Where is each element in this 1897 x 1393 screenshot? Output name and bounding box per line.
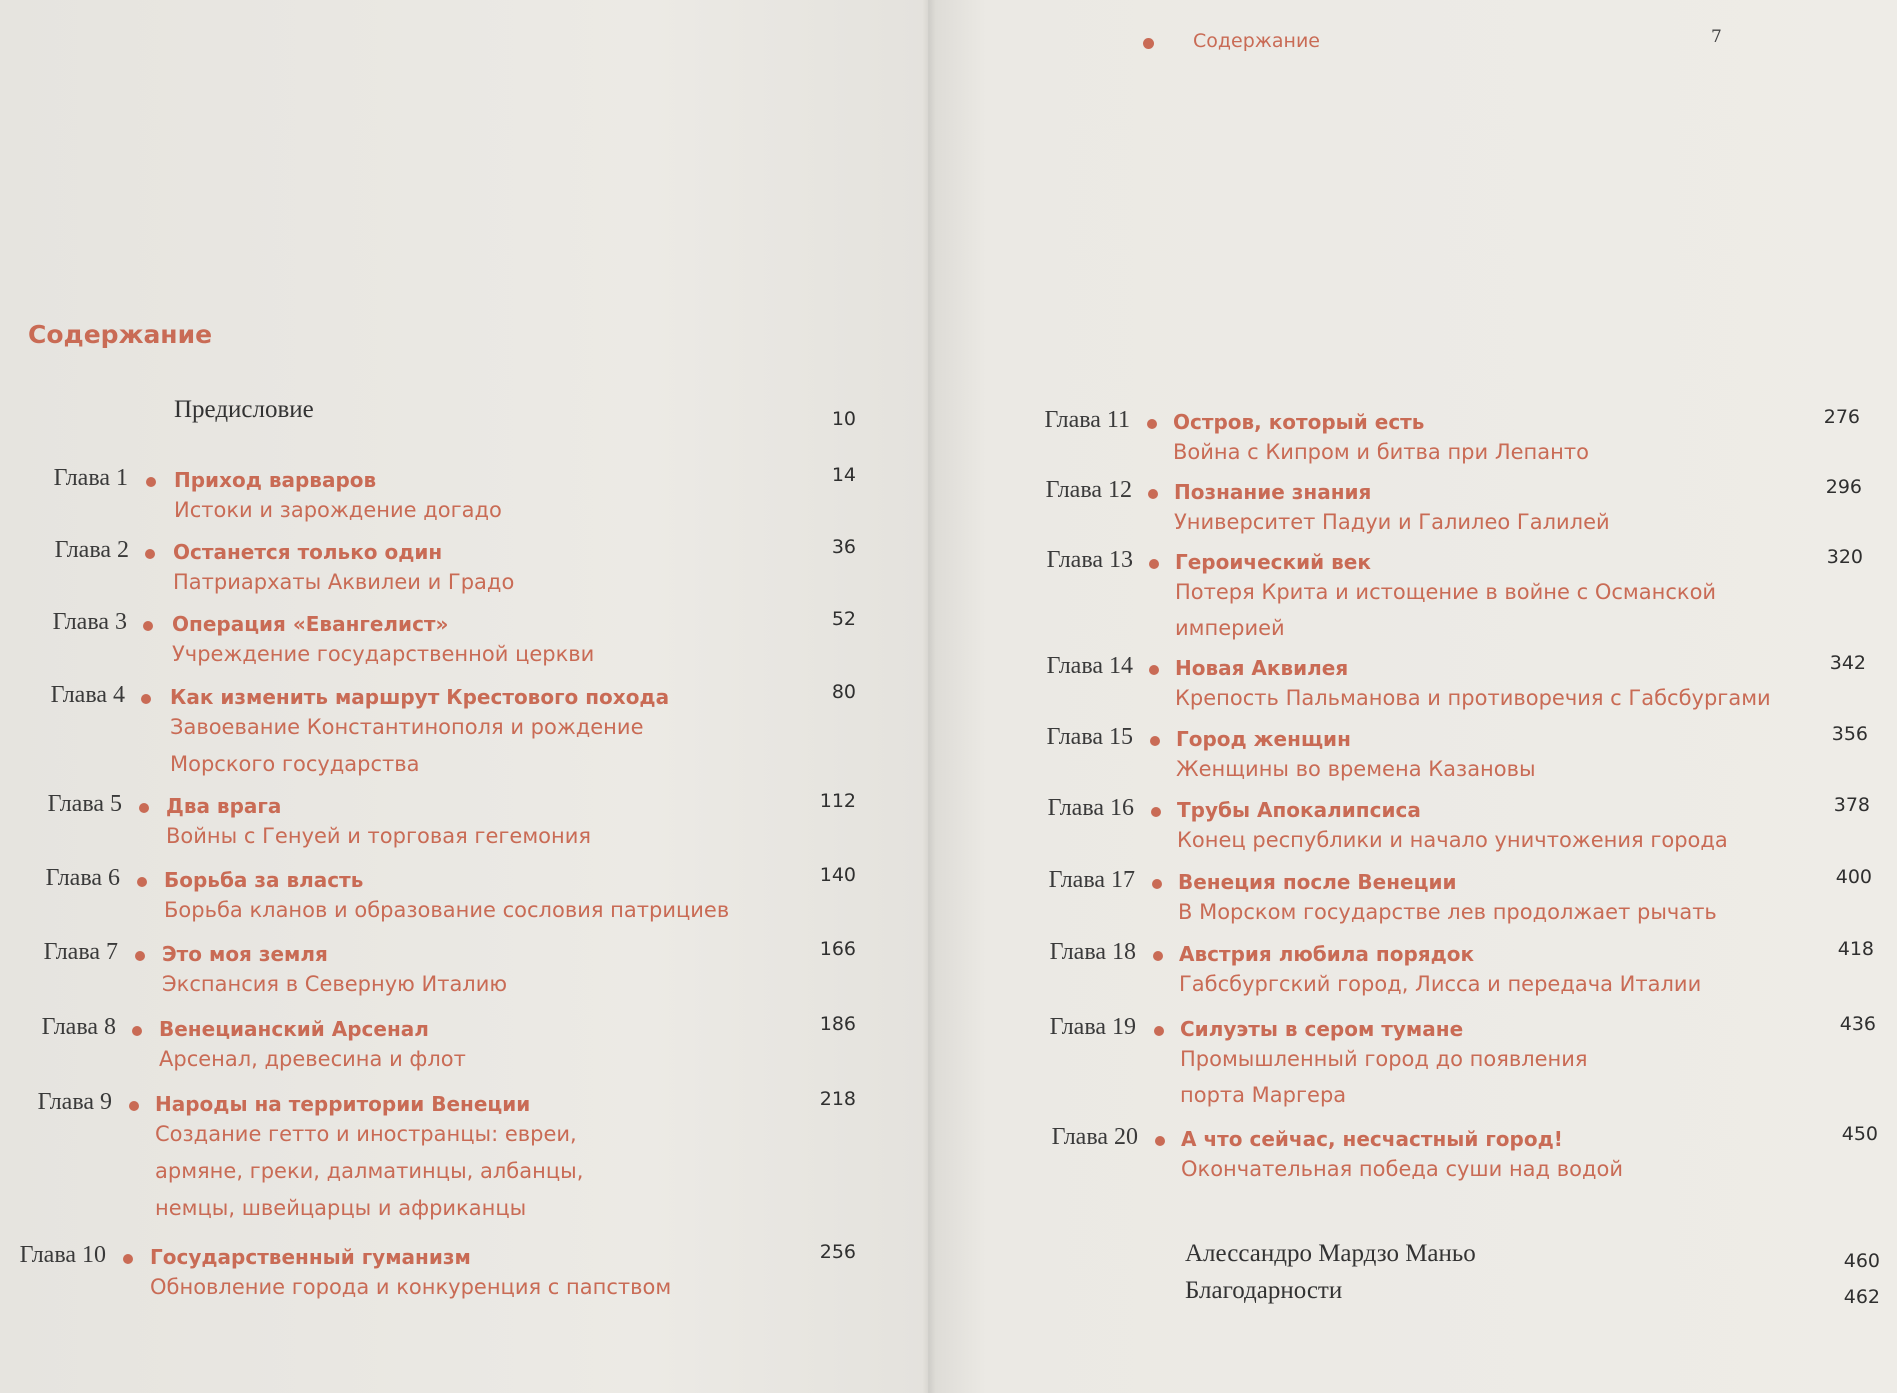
bullet-dot-icon (139, 803, 149, 813)
backmatter-title: Благодарности (1185, 1277, 1343, 1304)
chapter-label: Глава 11 (1044, 407, 1130, 433)
bullet-dot-icon (1151, 807, 1161, 817)
chapter-title: Борьба за власть (164, 868, 364, 892)
chapter-page: 36 (831, 536, 856, 558)
chapter-page: 140 (819, 864, 856, 886)
bullet-dot-icon (129, 1101, 139, 1111)
chapter-label: Глава 9 (37, 1089, 112, 1115)
chapter-subtitle: армяне, греки, далматинцы, албанцы, (155, 1159, 584, 1183)
backmatter-page: 462 (1843, 1286, 1880, 1308)
chapter-title: Народы на территории Венеции (155, 1092, 531, 1116)
bullet-dot-icon (1154, 1026, 1164, 1036)
chapter-label: Глава 14 (1046, 653, 1133, 679)
chapter-subtitle: Габсбургский город, Лисса и передача Италии (1179, 972, 1702, 996)
bullet-dot-icon (123, 1254, 133, 1264)
chapter-subtitle: Патриархаты Аквилеи и Градо (173, 570, 515, 594)
bullet-dot-icon (141, 694, 151, 704)
chapter-subtitle: Обновление города и конкуренция с папством (150, 1275, 672, 1299)
bullet-dot-icon (1153, 951, 1163, 961)
toc-title: Содержание (28, 320, 213, 349)
chapter-label: Глава 16 (1047, 795, 1134, 821)
chapter-label: Глава 6 (45, 865, 120, 891)
chapter-label: Глава 18 (1049, 939, 1136, 965)
chapter-title: Два врага (166, 794, 282, 818)
chapter-label: Глава 1 (53, 465, 128, 491)
chapter-subtitle: Женщины во времена Казановы (1176, 757, 1536, 781)
bullet-dot-icon (137, 877, 147, 887)
chapter-page: 436 (1839, 1013, 1876, 1035)
chapter-subtitle: Борьба кланов и образование сословия патрициев (164, 898, 730, 922)
chapter-page: 320 (1826, 546, 1863, 568)
bullet-dot-icon (1149, 665, 1159, 675)
chapter-page: 256 (819, 1241, 856, 1263)
chapter-title: Операция «Евангелист» (172, 612, 449, 636)
chapter-label: Глава 13 (1046, 547, 1133, 573)
chapter-page: 186 (819, 1013, 856, 1035)
chapter-title: Это моя земля (162, 942, 328, 966)
chapter-title: Трубы Апокалипсиса (1177, 798, 1421, 822)
chapter-page: 112 (819, 790, 856, 812)
page-number: 7 (1711, 27, 1722, 47)
chapter-title: Познание знания (1174, 480, 1372, 504)
backmatter-page: 460 (1843, 1250, 1880, 1272)
chapter-label: Глава 15 (1046, 724, 1133, 750)
chapter-label: Глава 12 (1045, 477, 1132, 503)
bullet-dot-icon (1147, 419, 1157, 429)
chapter-title: Останется только один (173, 540, 443, 564)
chapter-page: 342 (1829, 652, 1866, 674)
chapter-title: Остров, который есть (1173, 410, 1425, 434)
chapter-page: 80 (831, 681, 856, 703)
chapter-subtitle: Арсенал, древесина и флот (159, 1047, 466, 1071)
chapter-page: 356 (1831, 723, 1868, 745)
chapter-page: 276 (1823, 406, 1860, 428)
chapter-title: Героический век (1175, 550, 1371, 574)
bullet-dot-icon (1152, 879, 1162, 889)
chapter-label: Глава 3 (52, 609, 127, 635)
chapter-subtitle: Войны с Генуей и торговая гегемония (166, 824, 592, 848)
chapter-title: Новая Аквилея (1175, 656, 1349, 680)
preface-title: Предисловие (174, 396, 314, 423)
chapter-label: Глава 19 (1049, 1014, 1136, 1040)
chapter-title: Как изменить маршрут Крестового похода (170, 685, 670, 709)
chapter-page: 52 (831, 608, 856, 630)
chapter-label: Глава 4 (50, 682, 125, 708)
chapter-page: 166 (819, 938, 856, 960)
chapter-label: Глава 2 (54, 537, 129, 563)
chapter-subtitle: Создание гетто и иностранцы: евреи, (155, 1122, 577, 1146)
chapter-subtitle: Война с Кипром и битва при Лепанто (1173, 440, 1589, 464)
chapter-title: Приход варваров (174, 468, 377, 492)
chapter-subtitle: Завоевание Константинополя и рождение (170, 715, 644, 739)
chapter-subtitle: Конец республики и начало уничтожения города (1177, 828, 1728, 852)
chapter-page: 14 (831, 464, 856, 486)
bullet-dot-icon (1149, 559, 1159, 569)
chapter-subtitle: Крепость Пальманова и противоречия с Габсбургами (1175, 686, 1771, 710)
chapter-subtitle: Потеря Крита и истощение в войне с Османской (1175, 580, 1717, 604)
chapter-page: 450 (1841, 1123, 1878, 1145)
chapter-label: Глава 5 (47, 791, 122, 817)
chapter-label: Глава 10 (19, 1242, 106, 1268)
bullet-dot-icon (1150, 736, 1160, 746)
chapter-subtitle: Окончательная победа суши над водой (1181, 1157, 1623, 1181)
chapter-label: Глава 17 (1048, 867, 1135, 893)
bullet-dot-icon (145, 549, 155, 559)
bullet-dot-icon (143, 621, 153, 631)
chapter-label: Глава 20 (1051, 1124, 1138, 1150)
bullet-dot-icon (146, 477, 156, 487)
chapter-subtitle: В Морском государстве лев продолжает рычать (1178, 900, 1717, 924)
chapter-page: 218 (819, 1088, 856, 1110)
book-gutter (922, 0, 936, 1393)
bullet-dot-icon (135, 951, 145, 961)
chapter-subtitle: империей (1175, 616, 1285, 640)
chapter-subtitle: Промышленный город до появления (1180, 1047, 1588, 1071)
chapter-title: Венецианский Арсенал (159, 1017, 429, 1041)
chapter-subtitle: Морского государства (170, 752, 420, 776)
bullet-dot-icon (132, 1026, 142, 1036)
chapter-subtitle: Университет Падуи и Галилео Галилей (1174, 510, 1610, 534)
preface-page: 10 (831, 408, 856, 430)
bullet-dot-icon (1155, 1136, 1165, 1146)
chapter-title: А что сейчас, несчастный город! (1181, 1127, 1563, 1151)
chapter-page: 296 (1825, 476, 1862, 498)
chapter-subtitle: Учреждение государственной церкви (172, 642, 595, 666)
chapter-page: 400 (1835, 866, 1872, 888)
chapter-title: Город женщин (1176, 727, 1351, 751)
running-head: Содержание (1193, 30, 1320, 52)
chapter-page: 418 (1837, 938, 1874, 960)
chapter-page: 378 (1833, 794, 1870, 816)
bullet-dot-icon (1148, 489, 1158, 499)
chapter-label: Глава 8 (41, 1014, 116, 1040)
chapter-label: Глава 7 (43, 939, 118, 965)
chapter-subtitle: немцы, швейцарцы и африканцы (155, 1196, 527, 1220)
chapter-subtitle: Истоки и зарождение догадо (174, 498, 502, 522)
chapter-subtitle: Экспансия в Северную Италию (162, 972, 508, 996)
backmatter-title: Алессандро Мардзо Маньо (1185, 1240, 1476, 1267)
chapter-title: Силуэты в сером тумане (1180, 1017, 1464, 1041)
bullet-dot-icon (1143, 38, 1154, 49)
chapter-title: Государственный гуманизм (150, 1245, 471, 1269)
chapter-subtitle: порта Маргера (1180, 1083, 1347, 1107)
chapter-title: Венеция после Венеции (1178, 870, 1457, 894)
chapter-title: Австрия любила порядок (1179, 942, 1475, 966)
